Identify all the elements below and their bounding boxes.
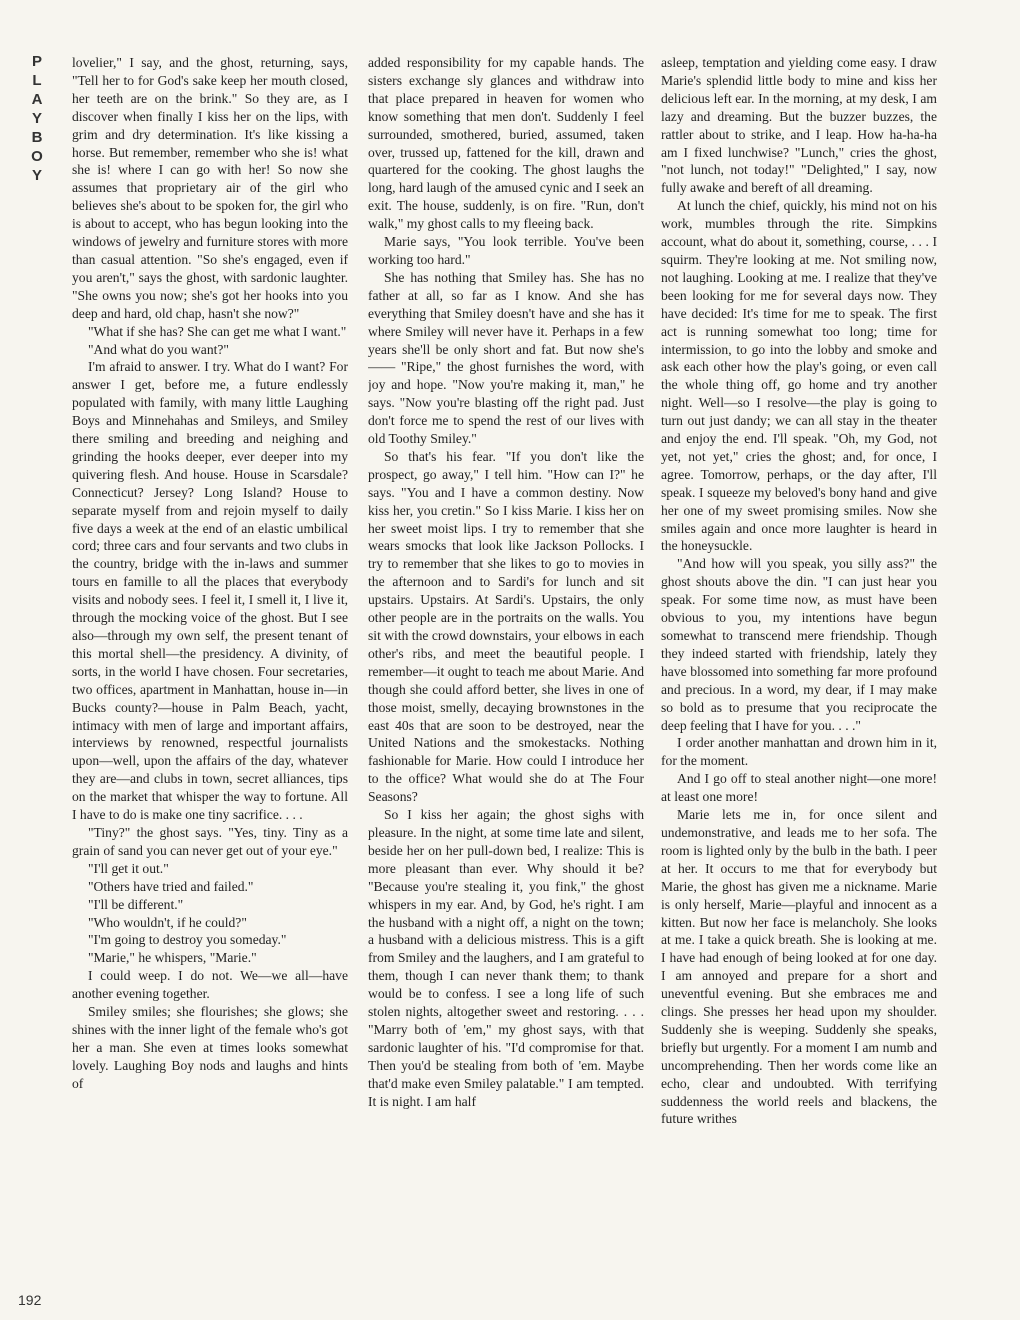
paragraph: Marie lets me in, for once silent and undemonstrative, and leads me to her sofa. The room is lighted only by the bulb in the bath. I peer at her. It occurs to me that for everybody but Marie, the ghost has given me a nickname. Marie is only herself, Marie—playful and innocent as a kitten. But now her face is melancholy. She looks at me. I take a quick breath. She is looking at me. I have had enough of being looked at for one day. I am annoyed and prepare for a short and uneventful evening. But she embraces me and clings. She presses her head upon my shoulder. Suddenly she is weeping. Suddenly she speaks, briefly but urgently. For a moment I am numb and uncomprehending. Then her words come like an echo, clear and undoubted. With terrifying suddenness the world reels and blackens, the future writhes <box>661 807 937 1127</box>
paragraph: "Others have tried and failed." <box>88 878 254 894</box>
paragraph: I could weep. I do not. We—we all—have another evening together. <box>72 968 348 1002</box>
paragraph: "Marie," he whispers, "Marie." <box>88 950 257 966</box>
paragraph: At lunch the chief, quickly, his mind not on his work, mumbles through the rite. Simpkins account, what do about it, something, course, . . . I squirm. They're looking at me. Not smiling now, not laughing. Looking at me. I realize that they've been looking for me for several days now. They have decided: It's time for me to speak. The first act is running somewhat too long; time for intermission, to go into the lobby and smoke and ask each other how the play's going, or even call the whole thing off, go home and try another night. Well—so I resolve—the play is going to turn out just dandy; we can all stay in the theater and enjoy the end. I'll speak. "Oh, my God, not yet, not yet," cries the ghost; and, for once, I agree. Tomorrow, perhaps, or the day after, I'll speak. I squeeze my beloved's bony hand and give her one of my sweet promising smiles. Now she smiles again and once more laughter is heard in the honeysuckle. <box>661 198 937 554</box>
text-column-2 <box>368 54 644 1300</box>
paragraph: "Who wouldn't, if he could?" <box>88 914 247 930</box>
paragraph: Smiley smiles; she flourishes; she glows; she shines with the inner light of the female who's got her a man. She even at times looks somewhat lovely. Laughing Boy nods and laughs and hints of <box>72 1004 348 1091</box>
paragraph: "I'm going to destroy you someday." <box>88 932 287 948</box>
masthead-letter: A <box>31 91 43 108</box>
paragraph: "And what do you want?" <box>88 341 229 357</box>
paragraph: "Tiny?" the ghost says. "Yes, tiny. Tiny as a grain of sand you can never get out of your eye." <box>72 824 348 858</box>
paragraph: "I'll get it out." <box>88 860 169 876</box>
masthead-letter: Y <box>31 167 42 184</box>
page-number: 192 <box>18 1292 42 1308</box>
masthead-letter: P <box>31 53 42 70</box>
paragraph: "And how will you speak, you silly ass?" the ghost shouts above the din. "I can just hear you speak. For some time now, as must have been obvious to you, my intentions have begun somewhat to transcend mere friendship. Though they indeed started with friendship, lately they have blossomed into something far more profound and precious. In a word, my dear, if I may make so bold as to presume that you reciprocate the deep feeling that I have for you. . . ." <box>661 556 937 733</box>
paragraph: added responsibility for my capable hands. The sisters exchange sly glances and withdraw into that place prepared in heaven for women who know something that men don't. Suddenly I feel surrounded, smothered, buried, assumed, taken over, trussed up, fattened for the kill, drawn and quartered for the cooking. The ghost laughs the long, hard laugh of the amused cynic and I seek an exit. The house, suddenly, is on fire. "Run, don't walk," my ghost calls to my fleeing back. <box>368 55 644 232</box>
masthead-letter: Y <box>31 110 42 127</box>
paragraph: lovelier," I say, and the ghost, returning, says, "Tell her to for God's sake keep her mouth closed, her teeth are on the brink." So they are, as I discover when finally I kiss her on the lips, with grim and dry determination. It's like kissing a horse. But remember, remember who she is! what she is! where I can go with her! So now she assumes that proprietary air of the girl who believes she's about to be spoken for, the girl who is about to accept, who has begun looking into the windows of jewelry and furniture stores with more than casual attention. "So she's engaged, even if you aren't," says the ghost, with sardonic laughter. "She owns you now; she's got her hooks into you deep and hard, old chap, hasn't she now?" <box>72 55 348 321</box>
paragraph: I order another manhattan and drown him in it, for the moment. <box>661 735 937 769</box>
paragraph: "What if she has? She can get me what I want." <box>88 323 347 339</box>
paragraph: And I go off to steal another night—one more! at least one more! <box>661 771 937 805</box>
paragraph: She has nothing that Smiley has. She has no father at all, so far as I know. And she has everything that Smiley doesn't have and she has it where Smiley will never have it. Perhaps in a few years she'll be only short and fat. But now she's—— "Ripe," the ghost furnishes the word, with joy and hope. "Now you're making it, man," he says. "Now you're blasting off the right pad. Just don't force me to spend the rest of our lives with old Toothy Smiley." <box>368 269 644 447</box>
paragraph: So that's his fear. "If you don't like the prospect, go away," I tell him. "How can I?" he says. "You and I have a common destiny. Now kiss her, you cretin." So I kiss Marie. I kiss her on her sweet moist lips. I try to remember that she wears smocks that look like Jackson Pollocks. I try to remember that she likes to go to movies in the afternoon and to Sardi's for lunch and sit upstairs. Upstairs. At Sardi's. Upstairs, the only other people are in the portraits on the walls. You sit with the crowd downstairs, your elbows in each other's ribs, and meet the beautiful people. I remember—it ought to teach me about Marie. And though she could afford better, she lives in one of those moist, smelly, decaying brownstones in the east 40s that are soon to be destroyed, near the United Nations and the smokestacks. Nothing fashionable for Marie. How could I introduce her to the office? What would she do at The Four Seasons? <box>368 448 644 805</box>
text-column-1 <box>72 54 348 1300</box>
paragraph: asleep, temptation and yielding come easy. I draw Marie's splendid little body to mine and kiss her delicious left ear. In the morning, at my desk, I am lazy and dreaming. But the buzzer buzzes, the rattler about to strike, and I leap. How ha-ha-ha am I fixed lunchwise? "Lunch," cries the ghost, "not lunch, not today!" "Delighted," I say, now fully awake and bereft of all dreaming. <box>661 55 937 196</box>
paragraph: I'm afraid to answer. I try. What do I want? For answer I get, before me, a future endlessly populated with family, with many little Laughing Boys and Minnehahas and Smileys, and Smiley there smiling and breeding and neighing and grinding the hooks deeper, ever deeper into my quivering flesh. And house. House in Scarsdale? Connecticut? Jersey? Long Island? House to separate myself from and rejoin myself to daily five days a week at the end of an elastic umbilical cord; three cars and four servants and two clubs in the country, bridge with the in-laws and summer tours en famille to all the places that everybody visits and nobody sees. I feel it, I smell it, I live it, through the mocking voice of the ghost. But I see also—through my own self, the present tenant of this mortal shell—the presidency. A divinity, of sorts, in the world I have chosen. Four secretaries, two offices, apartment in Manhattan, house in—in Bucks county?—house in Palm Beach, yacht, intimacy with men of large and important affairs, interviews by renowned, respectful journalists upon—well, upon the affairs of the day, whatever they are—and clubs in town, secret alliances, tips on the market that whisper the way to fortune. All I have to do is make one tiny sacrifice. . . . <box>72 359 348 823</box>
masthead-letter: L <box>32 72 42 89</box>
masthead-letter: O <box>31 148 43 165</box>
magazine-masthead <box>22 52 52 185</box>
text-column-3 <box>661 54 937 1300</box>
paragraph: "I'll be different." <box>88 896 184 912</box>
paragraph: So I kiss her again; the ghost sighs with pleasure. In the night, at some time late and silent, beside her on her pull-down bed, I realize: This is more pleasant than ever. Why should it be? "Because you're stealing it, you fink," the ghost whispers in my ear. And, by God, he's right. I am the husband with a night off, a night on the town; a husband with a delicious mistress. This is a gift from Smiley and the laughers, and I am grateful to them, though I can never thank them; to thank would be to confess. I see a long life of such stolen nights, altogether sweet and restoring. . . . "Marry both of 'em," my ghost says, with that sardonic laughter of his. "I'd compromise for that. Then you'd be stealing from both of 'em. Maybe that'd make even Smiley palatable." I am tempted. It is night. I am half <box>368 807 644 1109</box>
paragraph: Marie says, "You look terrible. You've been working too hard." <box>368 234 644 267</box>
masthead-letter: B <box>31 129 43 146</box>
